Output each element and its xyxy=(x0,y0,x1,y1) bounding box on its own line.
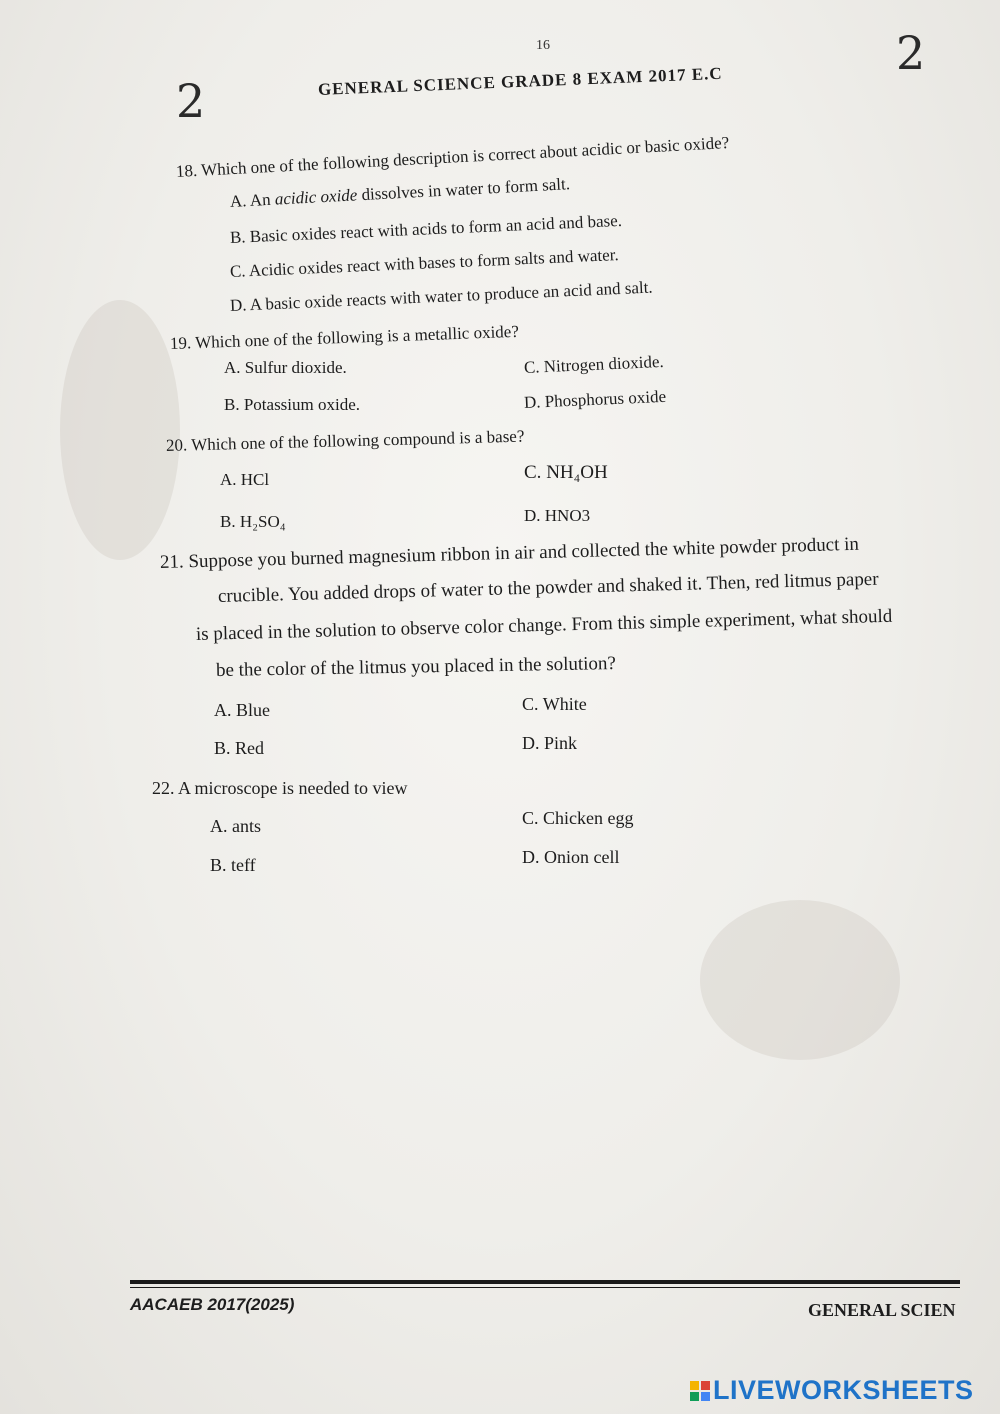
option-text: teff xyxy=(231,855,256,875)
option-label: C. xyxy=(522,694,539,714)
option-label: C. xyxy=(229,261,246,281)
option-text: A basic oxide reacts with water to produce an acid and salt. xyxy=(249,277,653,315)
option-text: Acidic oxides react with bases to form salts and water. xyxy=(248,245,620,281)
paper-stain xyxy=(700,900,900,1060)
question-20-option-a xyxy=(220,470,269,490)
question-20-option-b xyxy=(220,512,286,532)
question-number: 19. xyxy=(169,333,192,353)
option-text: ants xyxy=(232,816,261,836)
option-label: A. xyxy=(229,191,247,211)
question-21-option-b xyxy=(214,738,264,759)
option-label: A. xyxy=(224,358,241,377)
question-text: Which one of the following compound is a base? xyxy=(190,426,525,455)
option-label: B. xyxy=(229,227,246,247)
footer-left-text: AACAEB 2017(2025) xyxy=(130,1295,295,1314)
question-19-option-b xyxy=(224,395,360,415)
footer-rule-thin xyxy=(130,1287,960,1288)
option-label: D. xyxy=(522,847,540,867)
option-text: NH₄OH xyxy=(546,462,608,483)
question-21-line-2: crucible. You added drops of water to the powder and shaked it. Then, red litmus paper xyxy=(217,568,879,607)
option-label: B. xyxy=(224,395,240,414)
option-text: Nitrogen dioxide. xyxy=(543,351,665,377)
exam-title: GENERAL SCIENCE GRADE 8 EXAM 2017 E.C xyxy=(317,63,723,99)
handwritten-page-number-right: 2 xyxy=(896,26,926,80)
question-21-line-4: be the color of the litmus you placed in the solution? xyxy=(215,653,617,681)
option-text: H₂SO₄ xyxy=(239,512,286,531)
question-text: Which one of the following description is correct about acidic or basic oxide? xyxy=(200,133,730,180)
option-text: Potassium oxide. xyxy=(243,395,361,414)
question-21-option-c xyxy=(522,694,587,715)
question-18-option-a: A. An acidic oxide dissolves in water to form salt. xyxy=(229,174,571,211)
option-label: A. xyxy=(214,700,232,720)
question-19-option-c xyxy=(524,352,665,378)
watermark-brand-text: LIVEWORKSHEETS xyxy=(713,1375,974,1405)
footer-right-text: GENERAL SCIEN xyxy=(808,1300,956,1320)
question-text: Suppose you burned magnesium ribbon in air and collected the white powder product in xyxy=(188,533,860,573)
question-number: 18. xyxy=(175,160,198,181)
question-18-option-b xyxy=(230,211,623,248)
question-22-option-c xyxy=(522,808,634,829)
question-19 xyxy=(170,322,520,354)
option-label: A. xyxy=(220,470,237,489)
question-21-option-a xyxy=(214,700,270,721)
option-label: D. xyxy=(229,295,247,315)
option-label: D. xyxy=(523,392,541,412)
page-number-top: 16 xyxy=(536,38,550,53)
question-21-option-d xyxy=(522,733,577,754)
option-label: B. xyxy=(220,512,236,531)
option-text: Onion cell xyxy=(544,847,620,867)
question-20-option-d xyxy=(524,506,590,526)
option-text: Pink xyxy=(544,733,578,753)
option-label: D. xyxy=(524,506,541,525)
question-18-option-d xyxy=(230,278,653,316)
option-label: D. xyxy=(522,733,540,753)
question-21-line-3: is placed in the solution to observe color change. From this simple experiment, what should xyxy=(195,605,893,645)
footer-rule-thick xyxy=(130,1280,960,1284)
option-text: Phosphorus oxide xyxy=(544,386,667,412)
option-label: B. xyxy=(210,855,227,875)
question-19-option-a xyxy=(224,358,347,378)
option-label: C. xyxy=(523,357,540,377)
liveworksheets-logo-icon xyxy=(690,1381,710,1401)
option-text: Chicken egg xyxy=(543,808,634,828)
question-20-option-c xyxy=(524,462,608,484)
question-text: A microscope is needed to view xyxy=(178,778,408,798)
handwritten-page-number-left: 2 xyxy=(176,74,206,128)
option-label: A. xyxy=(210,816,228,836)
question-22-option-b xyxy=(210,855,256,876)
paper-stain xyxy=(60,300,180,560)
option-text: Red xyxy=(235,738,265,758)
question-text: Which one of the following is a metallic oxide? xyxy=(194,321,520,353)
question-22-option-a xyxy=(210,816,261,837)
question-20 xyxy=(166,427,525,456)
question-18-option-c xyxy=(230,245,620,282)
option-text: HCl xyxy=(240,470,270,489)
question-22 xyxy=(152,778,407,799)
question-18 xyxy=(175,133,729,182)
option-text: Sulfur dioxide. xyxy=(244,358,347,377)
option-text: Basic oxides react with acids to form an acid and base. xyxy=(249,210,623,247)
liveworksheets-watermark[interactable] xyxy=(690,1375,974,1406)
option-label: B. xyxy=(214,738,231,758)
question-number: 21. xyxy=(159,551,185,573)
question-21-line-1 xyxy=(160,534,859,574)
question-number: 22. xyxy=(152,778,175,798)
option-label: C. xyxy=(522,808,539,828)
question-number: 20. xyxy=(165,435,188,455)
option-label: C. xyxy=(524,462,542,483)
option-text: Blue xyxy=(236,700,270,720)
option-text: HNO3 xyxy=(544,506,591,525)
option-text: White xyxy=(542,694,587,714)
question-19-option-d xyxy=(524,387,667,413)
emphasized-term: acidic oxide xyxy=(274,185,358,209)
question-22-option-d xyxy=(522,847,619,868)
